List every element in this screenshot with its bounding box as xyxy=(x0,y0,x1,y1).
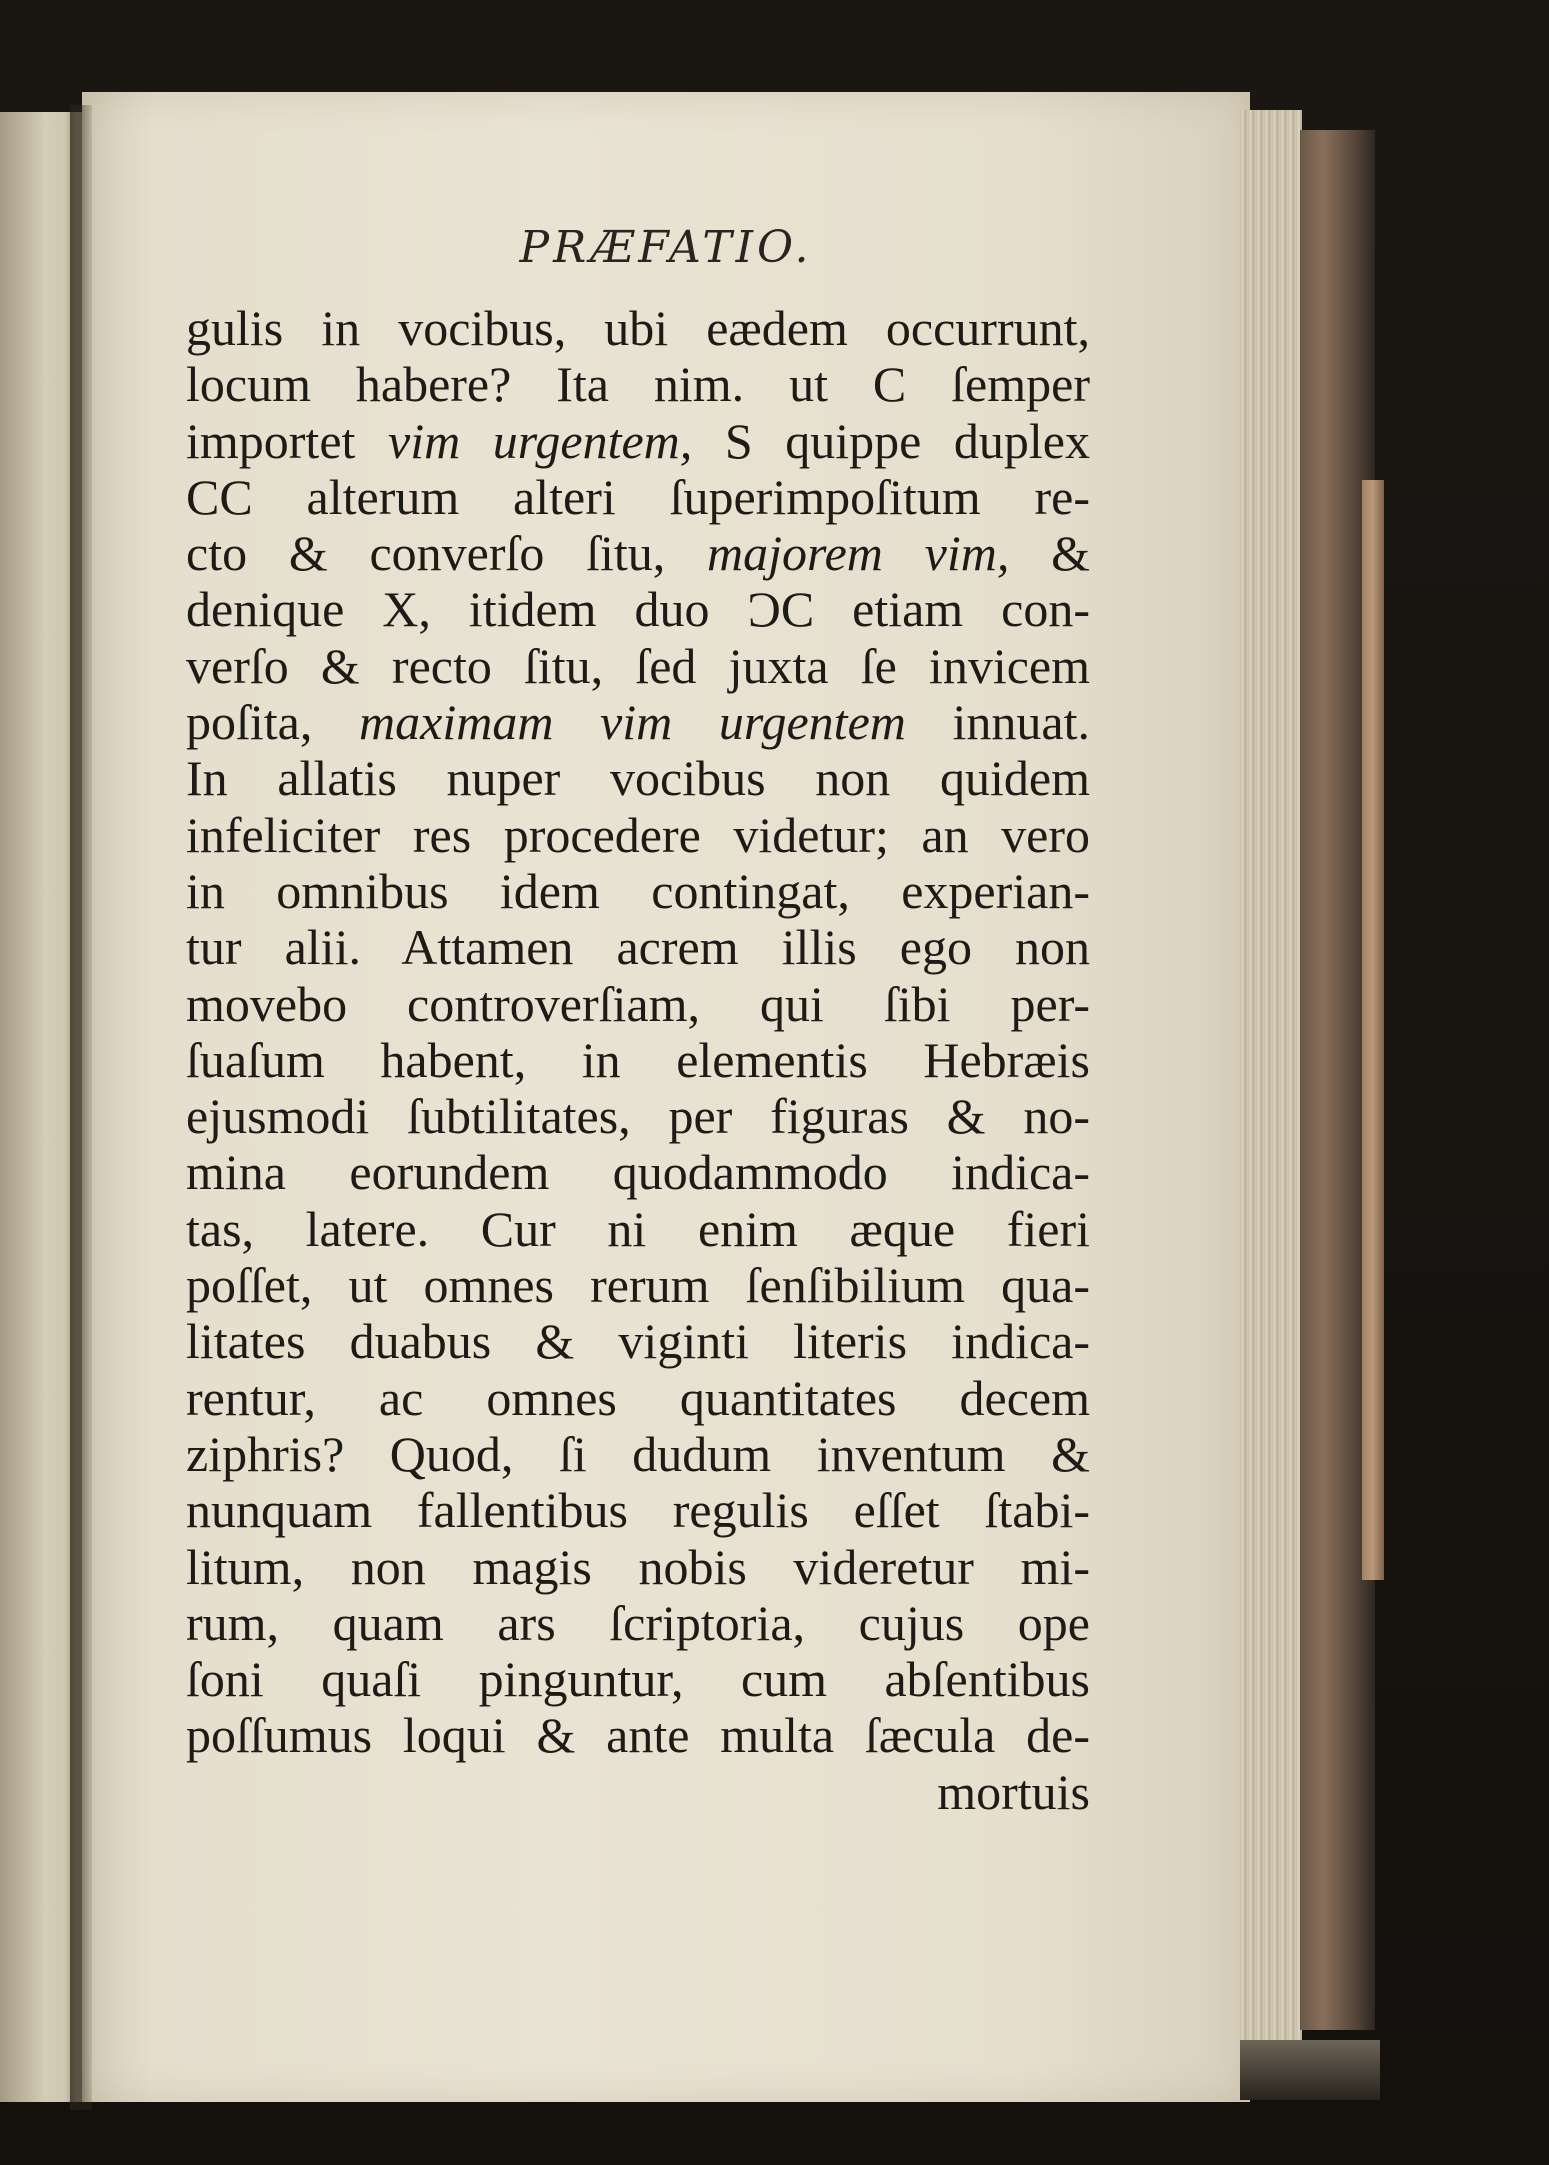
text-run: locum habere? Ita nim. ut C ſemper xyxy=(186,356,1090,413)
gutter-shadow xyxy=(70,105,92,2110)
book-bottom-edge xyxy=(1240,2040,1380,2100)
text-line xyxy=(186,863,1090,919)
text-line xyxy=(186,1595,1090,1651)
body-text xyxy=(186,300,1090,1820)
text-run: mina eorundem quodammodo indica- xyxy=(186,1144,1090,1201)
text-line xyxy=(186,1088,1090,1144)
text-run: tas, latere. Cur ni enim æque fieri xyxy=(186,1200,1090,1257)
text-run: ziphris? Quod, ſi dudum inventum & xyxy=(186,1425,1090,1482)
text-line xyxy=(186,919,1090,975)
text-run: In allatis nuper vocibus non quidem xyxy=(186,750,1090,807)
text-line xyxy=(186,1370,1090,1426)
text-run: cto & converſo ſitu, xyxy=(186,525,708,582)
text-run: in omnibus idem contingat, experian- xyxy=(186,862,1090,919)
text-run: & xyxy=(1009,525,1090,582)
italic-phrase: maximam vim urgentem xyxy=(359,694,906,751)
text-run: tur alii. Attamen acrem illis ego non xyxy=(186,919,1090,976)
text-line xyxy=(186,638,1090,694)
italic-phrase: majorem vim, xyxy=(707,525,1010,582)
text-run: importet xyxy=(186,412,388,469)
text-run: movebo controverſiam, qui ſibi per- xyxy=(186,975,1090,1032)
text-run: CC alterum alteri ſuperimpoſitum re- xyxy=(186,468,1090,525)
text-line xyxy=(186,356,1090,412)
text-line xyxy=(186,1426,1090,1482)
text-run: litum, non magis nobis videretur mi- xyxy=(186,1538,1090,1595)
text-run: verſo & recto ſitu, ſed juxta ſe invicem xyxy=(186,637,1090,694)
text-run: poſita, xyxy=(186,694,360,751)
text-line xyxy=(186,300,1090,356)
text-run: poſſumus loqui & ante multa ſæcula de- xyxy=(186,1707,1090,1764)
text-run: denique X, itidem duo ƆC etiam con- xyxy=(186,581,1090,638)
text-run: S quippe duplex xyxy=(692,412,1090,469)
text-run: poſſet, ut omnes rerum ſenſibilium qua- xyxy=(186,1257,1090,1314)
text-run: innuat. xyxy=(905,694,1091,751)
text-line xyxy=(186,807,1090,863)
text-line xyxy=(186,1651,1090,1707)
text-line xyxy=(186,413,1090,469)
text-line xyxy=(186,581,1090,637)
text-run: rum, quam ars ſcriptoria, cujus ope xyxy=(186,1594,1090,1651)
text-line xyxy=(186,1257,1090,1313)
catchword: mortuis xyxy=(937,1763,1090,1820)
text-line xyxy=(186,750,1090,806)
text-run: ſuaſum habent, in elementis Hebræis xyxy=(186,1031,1090,1088)
text-line xyxy=(186,1144,1090,1200)
text-line xyxy=(186,525,1090,581)
text-run: ſoni quaſi pinguntur, cum abſentibus xyxy=(186,1651,1090,1708)
text-line xyxy=(186,694,1090,750)
text-run: nunquam fallentibus regulis eſſet ſtabi- xyxy=(186,1482,1090,1539)
text-line xyxy=(186,976,1090,1032)
text-run: gulis in vocibus, ubi eædem occurrunt, xyxy=(186,300,1090,356)
text-line xyxy=(186,1032,1090,1088)
running-head: PRÆFATIO. xyxy=(519,222,813,273)
text-run: ejusmodi ſubtilitates, per figuras & no- xyxy=(186,1088,1090,1145)
text-run: rentur, ac omnes quantitates decem xyxy=(186,1369,1090,1426)
italic-phrase: vim urgentem, xyxy=(388,412,693,469)
page-edges xyxy=(1240,110,1302,2050)
text-line xyxy=(186,469,1090,525)
text-line xyxy=(186,1539,1090,1595)
text-run: infeliciter res procedere videtur; an vero xyxy=(186,806,1090,863)
text-line xyxy=(186,1313,1090,1369)
text-line xyxy=(186,1201,1090,1257)
text-run: litates duabus & viginti literis indica- xyxy=(186,1313,1090,1370)
spine-strip xyxy=(1362,480,1384,1580)
text-line xyxy=(186,1482,1090,1538)
text-line xyxy=(186,1707,1090,1763)
